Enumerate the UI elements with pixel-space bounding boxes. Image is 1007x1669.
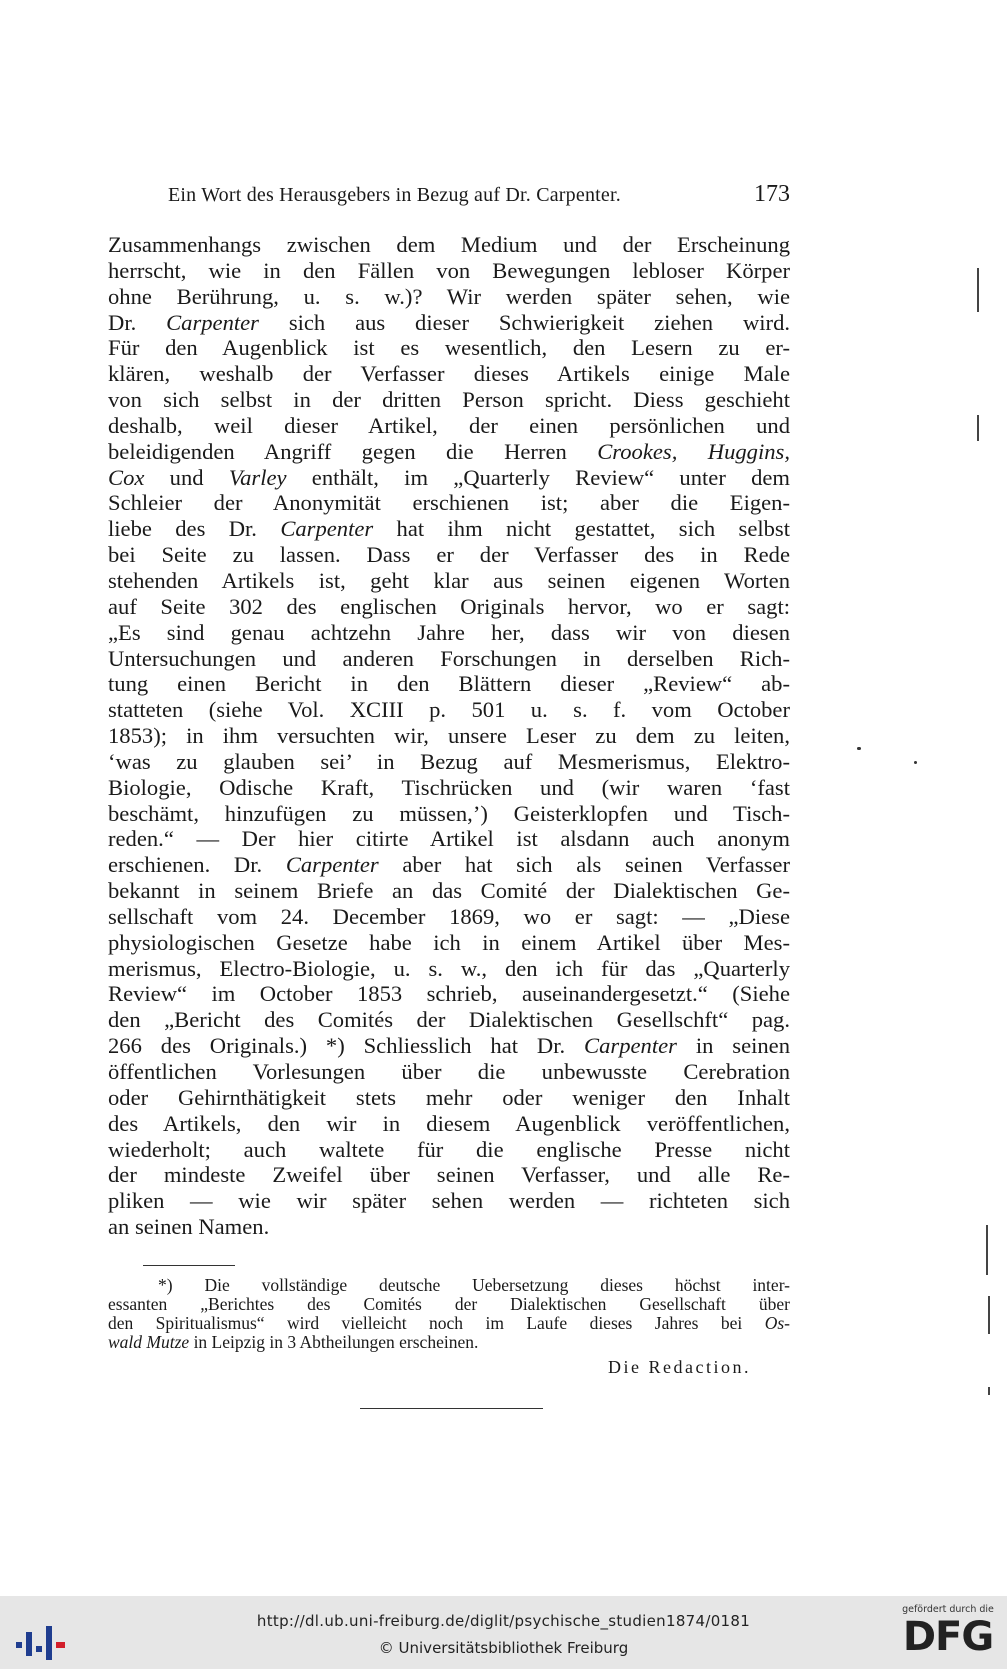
text-line: Review“ im October 1853 schrieb, auseinandergesetzt.“ (Siehe — [108, 981, 790, 1007]
running-title: Ein Wort des Herausgebers in Bezug auf Dr. Carpenter. — [168, 184, 621, 206]
text-line: wiederholt; auch waltete für die englische Presse nicht — [108, 1136, 790, 1162]
text-line: sellschaft vom 24. December 1869, wo er sagt: — „Diese — [108, 903, 790, 929]
text-line: herrscht, wie in den Fällen von Bewegungen lebloser Körper — [108, 257, 790, 283]
text-line: pliken — wie wir später sehen werden — richteten sich — [108, 1188, 790, 1214]
dfg-logo-text: DFG — [902, 1614, 994, 1660]
text-line: beschämt, hinzufügen zu müssen,’) Geisterklopfen und Tisch- — [108, 800, 790, 826]
text-line: des Artikels, den wir in diesem Augenblick veröffentlichen, — [108, 1110, 790, 1136]
text-line: den „Bericht des Comités der Dialektischen Gesellschft“ pag. — [108, 1007, 790, 1033]
margin-mark — [988, 1296, 990, 1334]
text-line: oder Gehirnthätigkeit stets mehr oder weniger den Inhalt — [108, 1084, 790, 1110]
text-line: beleidigenden Angriff gegen die Herren Crookes, Huggins, — [108, 438, 790, 464]
page-number: 173 — [754, 181, 790, 207]
text-line: an seinen Namen. — [108, 1214, 270, 1240]
footer-bar — [0, 1596, 1007, 1669]
text-line: Schleier der Anonymität erschienen ist; aber die Eigen- — [108, 490, 790, 516]
dfg-tagline: gefördert durch die — [902, 1604, 994, 1615]
text-line: Biologie, Odische Kraft, Tischrücken und (wir waren ‘fast — [108, 774, 790, 800]
text-line: tung einen Bericht in den Blättern dieser „Review“ ab- — [108, 671, 790, 697]
text-line: auf Seite 302 des englischen Originals hervor, wo er sagt: — [108, 593, 790, 619]
text-line: ‘was zu glauben sei’ in Bezug auf Mesmerismus, Elektro- — [108, 748, 790, 774]
text-line: 266 des Originals.) *) Schliesslich hat Dr. Carpenter in seinen — [108, 1033, 790, 1059]
margin-mark — [988, 1387, 990, 1395]
copyright: © Universitätsbibliothek Freiburg — [378, 1639, 629, 1657]
footnote-line: *) Die vollständige deutsche Uebersetzung dieses höchst inter- — [158, 1275, 790, 1295]
main-text — [108, 232, 790, 1240]
footnote-line: wald Mutze in Leipzig in 3 Abtheilungen erscheinen. — [108, 1332, 479, 1352]
signature: Die Redaction. — [608, 1357, 751, 1377]
footnote — [108, 1276, 790, 1352]
footnote-rule — [143, 1265, 235, 1266]
text-line: von sich selbst in der dritten Person spricht. Diess geschieht — [108, 387, 790, 413]
running-header — [168, 181, 790, 214]
text-line: Cox und Varley enthält, im „Quarterly Review“ unter dem — [108, 464, 791, 490]
ink-dot — [857, 747, 861, 750]
text-line: merismus, Electro-Biologie, u. s. w., den ich für das „Quarterly — [108, 955, 790, 981]
text-line: bei Seite zu lassen. Dass er der Verfasser des in Rede — [108, 542, 790, 568]
text-line: Dr. Carpenter sich aus dieser Schwierigkeit ziehen wird. — [108, 309, 791, 335]
dfg-logo — [899, 1604, 997, 1662]
text-line: liebe des Dr. Carpenter hat ihm nicht gestattet, sich selbst — [108, 516, 790, 542]
text-line: „Es sind genau achtzehn Jahre her, dass wir von diesen — [108, 619, 790, 645]
footnote-line: den Spiritualismus“ wird vielleicht noch im Laufe dieses Jahres bei Os- — [108, 1313, 790, 1333]
footnote-line: essanten „Berichtes des Comités der Dialektischen Gesellschaft über — [108, 1294, 790, 1314]
text-line: statteten (siehe Vol. XCIII p. 501 u. s. f. vom October — [108, 697, 790, 723]
text-line: stehenden Artikels ist, geht klar aus seinen eigenen Worten — [108, 567, 790, 593]
text-line: Für den Augenblick ist es wesentlich, den Lesern zu er- — [108, 335, 790, 361]
text-line: reden.“ — Der hier citirte Artikel ist alsdann auch anonym — [108, 826, 790, 852]
text-line: erschienen. Dr. Carpenter aber hat sich als seinen Verfasser — [108, 852, 790, 878]
text-line: Zusammenhangs zwischen dem Medium und der Erscheinung — [108, 232, 790, 257]
page-url[interactable]: http://dl.ub.uni-freiburg.de/diglit/psychische_studien1874/0181 — [256, 1612, 751, 1630]
text-line: deshalb, weil dieser Artikel, der einen persönlichen und — [108, 412, 790, 438]
text-line: Untersuchungen und anderen Forschungen in derselben Rich- — [108, 645, 790, 671]
text-line: physiologischen Gesetze habe ich in einem Artikel über Mes- — [108, 929, 790, 955]
text-line: der mindeste Zweifel über seinen Verfasser, und alle Re- — [108, 1162, 790, 1188]
margin-mark — [977, 415, 979, 441]
text-line: klären, weshalb der Verfasser dieses Artikels einige Male — [108, 361, 790, 387]
text-line: öffentlichen Vorlesungen über die unbewusste Cerebration — [108, 1059, 790, 1084]
margin-mark — [977, 268, 979, 312]
end-rule — [360, 1408, 543, 1409]
text-line: bekannt in seinem Briefe an das Comité der Dialektischen Ge- — [108, 878, 790, 904]
margin-mark — [986, 1225, 988, 1275]
ink-dot — [914, 761, 917, 764]
text-line: ohne Berührung, u. s. w.)? Wir werden später sehen, wie — [108, 283, 790, 309]
text-line: 1853); in ihm versuchten wir, unsere Leser zu dem zu leiten, — [108, 723, 790, 749]
